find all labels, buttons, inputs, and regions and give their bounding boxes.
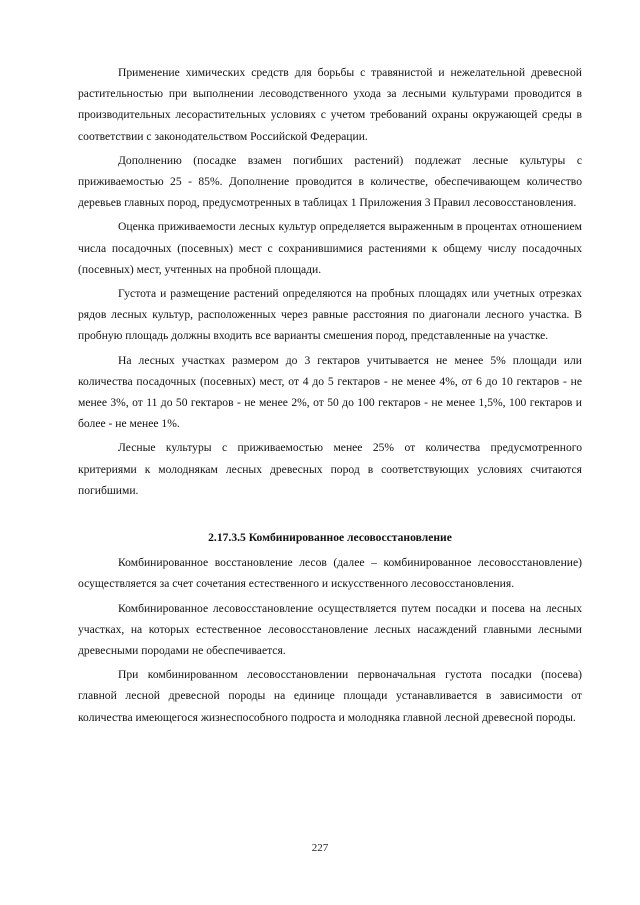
paragraph: При комбинированном лесовосстановлении первоначальная густота посадки (посева) главной лесной древесной породы на единице площади устанавливается в зависимости от количества имеющегося жизнеспособного подроста и молодняка главной лесной древесной породы. <box>78 668 582 724</box>
paragraph: Комбинированное восстановление лесов (далее – комбинированное лесовосстановление) осуществляется за счет сочетания естественного и искусственного лесовосстановления. <box>78 556 582 591</box>
document-body <box>78 62 582 731</box>
paragraph: Оценка приживаемости лесных культур определяется выраженным в процентах отношением числа посадочных (посевных) мест с сохранившимися растениями к общему числу посадочных (посевных) мест, учтенных на пробной площади. <box>78 220 582 276</box>
paragraph: Дополнению (посадке взамен погибших растений) подлежат лесные культуры с приживаемостью 25 - 85%. Дополнение проводится в количестве, обеспечивающем количество деревьев главных пород, предусмотренных в таблицах 1 Приложения 3 Правил лесовосстановления. <box>78 153 582 210</box>
paragraph: На лесных участках размером до 3 гектаров учитывается не менее 5% площади или количества посадочных (посевных) мест, от 4 до 5 гектаров - не менее 4%, от 6 до 10 гектаров - не менее 3%, от 11 до 50 гектаров - не менее 2%, от 50 до 100 гектаров - не менее 1,5%, 100 гектаров и более - не менее 1%. <box>78 353 582 431</box>
section-heading: 2.17.3.5 Комбинированное лесовосстановление <box>208 531 452 545</box>
paragraph: Густота и размещение растений определяются на пробных площадях или учетных отрезках рядов лесных культур, расположенных через равные расстояния по диагонали лесного участка. В пробную площадь должны входить все варианты смешения пород, представленные на участке. <box>78 287 582 343</box>
page-number: 227 <box>311 842 329 854</box>
paragraph: Комбинированное лесовосстановление осуществляется путем посадки и посева на лесных участках, на которых естественное лесовосстановление лесных насаждений главными лесными древесными породами не обеспечивается. <box>78 601 582 658</box>
paragraph: Применение химических средств для борьбы с травянистой и нежелательной древесной растительностью при выполнении лесоводственного ухода за лесными культурами проводится в производительных лесорастительных условиях с учетом требований охраны окружающей среды в соответствии с законодательством Российской Федерации. <box>78 66 582 143</box>
paragraph: Лесные культуры с приживаемостью менее 25% от количества предусмотренного критериями к молоднякам лесных древесных пород в соответствующих условиях считаются погибшими. <box>78 441 582 497</box>
